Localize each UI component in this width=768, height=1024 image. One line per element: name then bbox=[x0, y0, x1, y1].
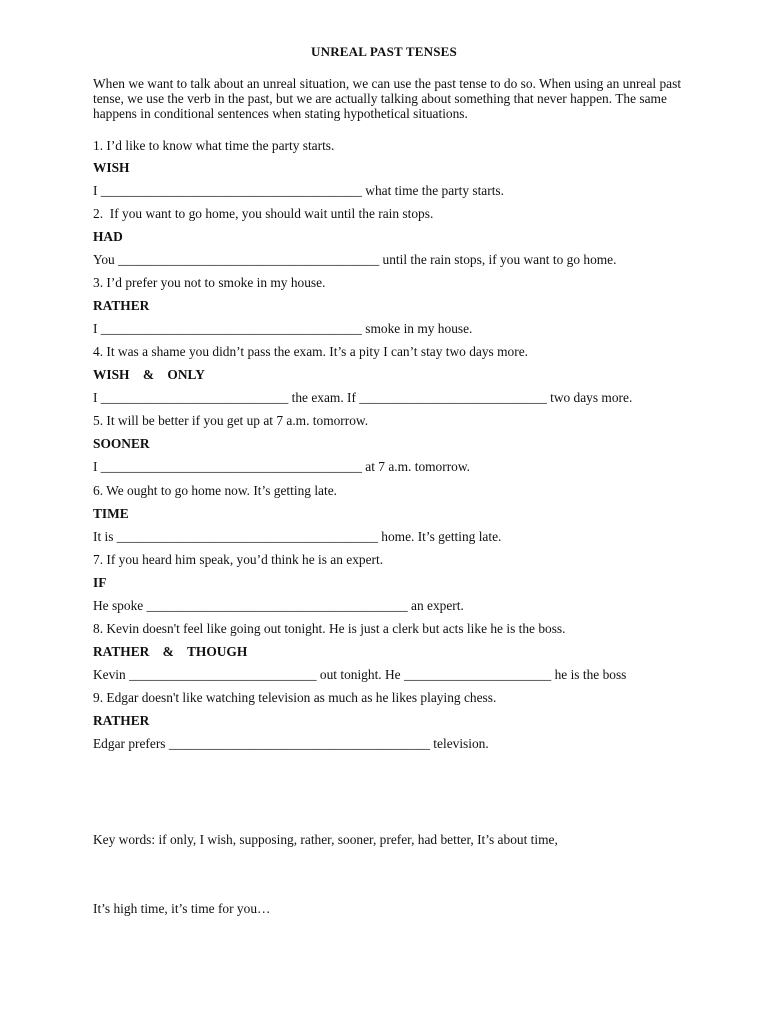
exercise-1-prompt: 1. I’d like to know what time the party starts. bbox=[93, 138, 335, 153]
exercise-5-keyword: SOONER bbox=[93, 436, 150, 451]
exercise-1-keyword: WISH bbox=[93, 160, 130, 175]
page-title: UNREAL PAST TENSES bbox=[311, 44, 457, 59]
exercise-3-answer-line: I _______________________________________ smoke in my house. bbox=[93, 321, 473, 336]
exercise-7-prompt: 7. If you heard him speak, you’d think he is an expert. bbox=[93, 552, 384, 567]
exercise-8-answer-line: Kevin ____________________________ out tonight. He ______________________ he is the boss bbox=[93, 667, 627, 682]
exercise-1-answer-line: I _______________________________________ what time the party starts. bbox=[93, 183, 504, 198]
exercise-8-prompt: 8. Kevin doesn't feel like going out tonight. He is just a clerk but acts like he is the boss. bbox=[93, 621, 566, 636]
exercise-6-keyword: TIME bbox=[93, 506, 129, 521]
key-words-note bbox=[93, 782, 558, 966]
exercise-3-keyword: RATHER bbox=[93, 298, 150, 313]
exercise-2-prompt: 2. If you want to go home, you should wait until the rain stops. bbox=[93, 206, 434, 221]
exercise-9-keyword: RATHER bbox=[93, 713, 150, 728]
exercise-3-prompt: 3. I’d prefer you not to smoke in my house. bbox=[93, 275, 326, 290]
exercise-2-answer-line: You _______________________________________ until the rain stops, if you want to go home. bbox=[93, 252, 617, 267]
exercise-6-prompt: 6. We ought to go home now. It’s getting late. bbox=[93, 483, 338, 498]
key-words-line-1: Key words: if only, I wish, supposing, rather, sooner, prefer, had better, It’s about time, bbox=[93, 832, 558, 847]
exercise-7-answer-line: He spoke _______________________________________ an expert. bbox=[93, 598, 464, 613]
exercise-2-keyword: HAD bbox=[93, 229, 123, 244]
exercise-6-answer-line: It is _______________________________________ home. It’s getting late. bbox=[93, 529, 502, 544]
exercise-8-keyword: RATHER & THOUGH bbox=[93, 644, 248, 659]
exercise-4-keyword: WISH & ONLY bbox=[93, 367, 205, 382]
exercise-4-prompt: 4. It was a shame you didn’t pass the exam. It’s a pity I can’t stay two days more. bbox=[93, 344, 528, 359]
exercise-5-prompt: 5. It will be better if you get up at 7 a.m. tomorrow. bbox=[93, 413, 369, 428]
key-words-line-2: It’s high time, it’s time for you… bbox=[93, 901, 271, 916]
exercise-9-prompt: 9. Edgar doesn't like watching television as much as he likes playing chess. bbox=[93, 690, 497, 705]
exercise-9-answer-line: Edgar prefers _______________________________________ television. bbox=[93, 736, 489, 751]
exercise-5-answer-line: I _______________________________________ at 7 a.m. tomorrow. bbox=[93, 459, 471, 474]
intro-paragraph: When we want to talk about an unreal situation, we can use the past tense to do so. When using an unreal past tense, we use the verb in the past, but we are actually talking about something that never happen. The same happens in conditional sentences when stating hypothetical situations. bbox=[93, 76, 682, 121]
exercise-7-keyword: IF bbox=[93, 575, 107, 590]
exercise-4-answer-line: I ____________________________ the exam. If ____________________________ two days more. bbox=[93, 390, 633, 405]
